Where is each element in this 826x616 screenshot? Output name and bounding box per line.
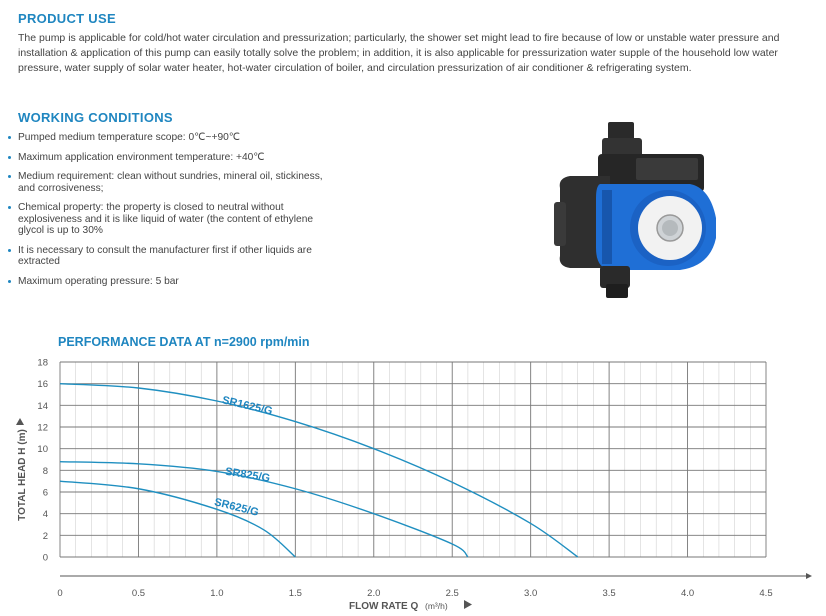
chart-title: PERFORMANCE DATA AT n=2900 rpm/min bbox=[58, 335, 310, 349]
y-tick-label: 2 bbox=[42, 530, 48, 542]
x-tick-label: 2.5 bbox=[445, 588, 459, 599]
x-tick-label: 3.5 bbox=[602, 588, 616, 599]
x-axis-title bbox=[349, 600, 472, 612]
y-tick-label: 14 bbox=[37, 400, 48, 412]
curve-label: SR1625/G bbox=[220, 394, 274, 418]
y-axis-title bbox=[16, 418, 28, 521]
x-tick-label: 0.5 bbox=[131, 588, 146, 599]
working-conditions-title: WORKING CONDITIONS bbox=[18, 110, 173, 125]
y-tick-label: 0 bbox=[42, 552, 48, 564]
x-tick-label: 4.5 bbox=[759, 588, 773, 599]
y-tick-label: 6 bbox=[42, 487, 48, 499]
condition-item: Chemical property: the property is closed to neutral without explosiveness and it is like liquid of water (the content of ethylene glycol is up to 30% bbox=[8, 202, 338, 237]
x-tick-label: 1.0 bbox=[210, 588, 224, 599]
x-tick-label: 0 bbox=[57, 588, 63, 599]
x-axis-arrow bbox=[806, 573, 812, 579]
x-tick-label: 3.0 bbox=[524, 588, 538, 599]
pump-image bbox=[540, 118, 750, 308]
condition-item: Maximum application environment temperature: +40℃ bbox=[8, 152, 338, 164]
curve-label: SR825/G bbox=[224, 465, 271, 485]
y-axis-arrow-icon bbox=[16, 418, 24, 425]
condition-item: Medium requirement: clean without sundries, mineral oil, stickiness, and corrosiveness; bbox=[8, 171, 338, 194]
product-use-text: The pump is applicable for cold/hot water circulation and pressurization; particularly, the shower set might lead to fire because of low or unstable water pressure and installation & application of this pump can easily totally solve the problem; in addition, it is also applicable for pressurization water supple of the household low water pressure, water supply of solar water heater, hot-water circulation of boiler, and circulation pressurization of air conditioner & refrigerating system. bbox=[18, 32, 780, 74]
y-tick-label: 8 bbox=[42, 465, 48, 477]
x-tick-label: 4.0 bbox=[680, 588, 695, 599]
y-axis-label: TOTAL HEAD H (m) bbox=[17, 429, 28, 521]
x-axis-ticks bbox=[57, 588, 772, 599]
condition-item: Pumped medium temperature scope: 0℃~+90℃ bbox=[8, 132, 338, 144]
x-axis-label: FLOW RATE Q bbox=[349, 601, 419, 612]
y-tick-label: 18 bbox=[37, 357, 48, 369]
x-tick-label: 1.5 bbox=[288, 588, 302, 599]
y-axis-ticks bbox=[37, 358, 48, 564]
curve-sr625-g bbox=[60, 481, 295, 557]
curve-label: SR625/G bbox=[213, 496, 260, 519]
condition-item: It is necessary to consult the manufacturer first if other liquids are extracted bbox=[8, 245, 338, 268]
y-tick-label: 4 bbox=[42, 509, 48, 521]
x-tick-label: 2.0 bbox=[367, 588, 381, 599]
working-conditions-list bbox=[8, 132, 338, 295]
curve-labels bbox=[213, 394, 274, 518]
y-tick-label: 10 bbox=[37, 444, 48, 456]
y-tick-label: 12 bbox=[37, 422, 48, 434]
x-axis-arrow-icon bbox=[464, 600, 472, 609]
y-tick-label: 16 bbox=[37, 379, 48, 391]
performance-chart bbox=[0, 330, 826, 616]
product-use-title: PRODUCT USE bbox=[18, 11, 116, 26]
condition-item: Maximum operating pressure: 5 bar bbox=[8, 276, 338, 288]
x-axis-unit: (m³/h) bbox=[425, 601, 448, 611]
